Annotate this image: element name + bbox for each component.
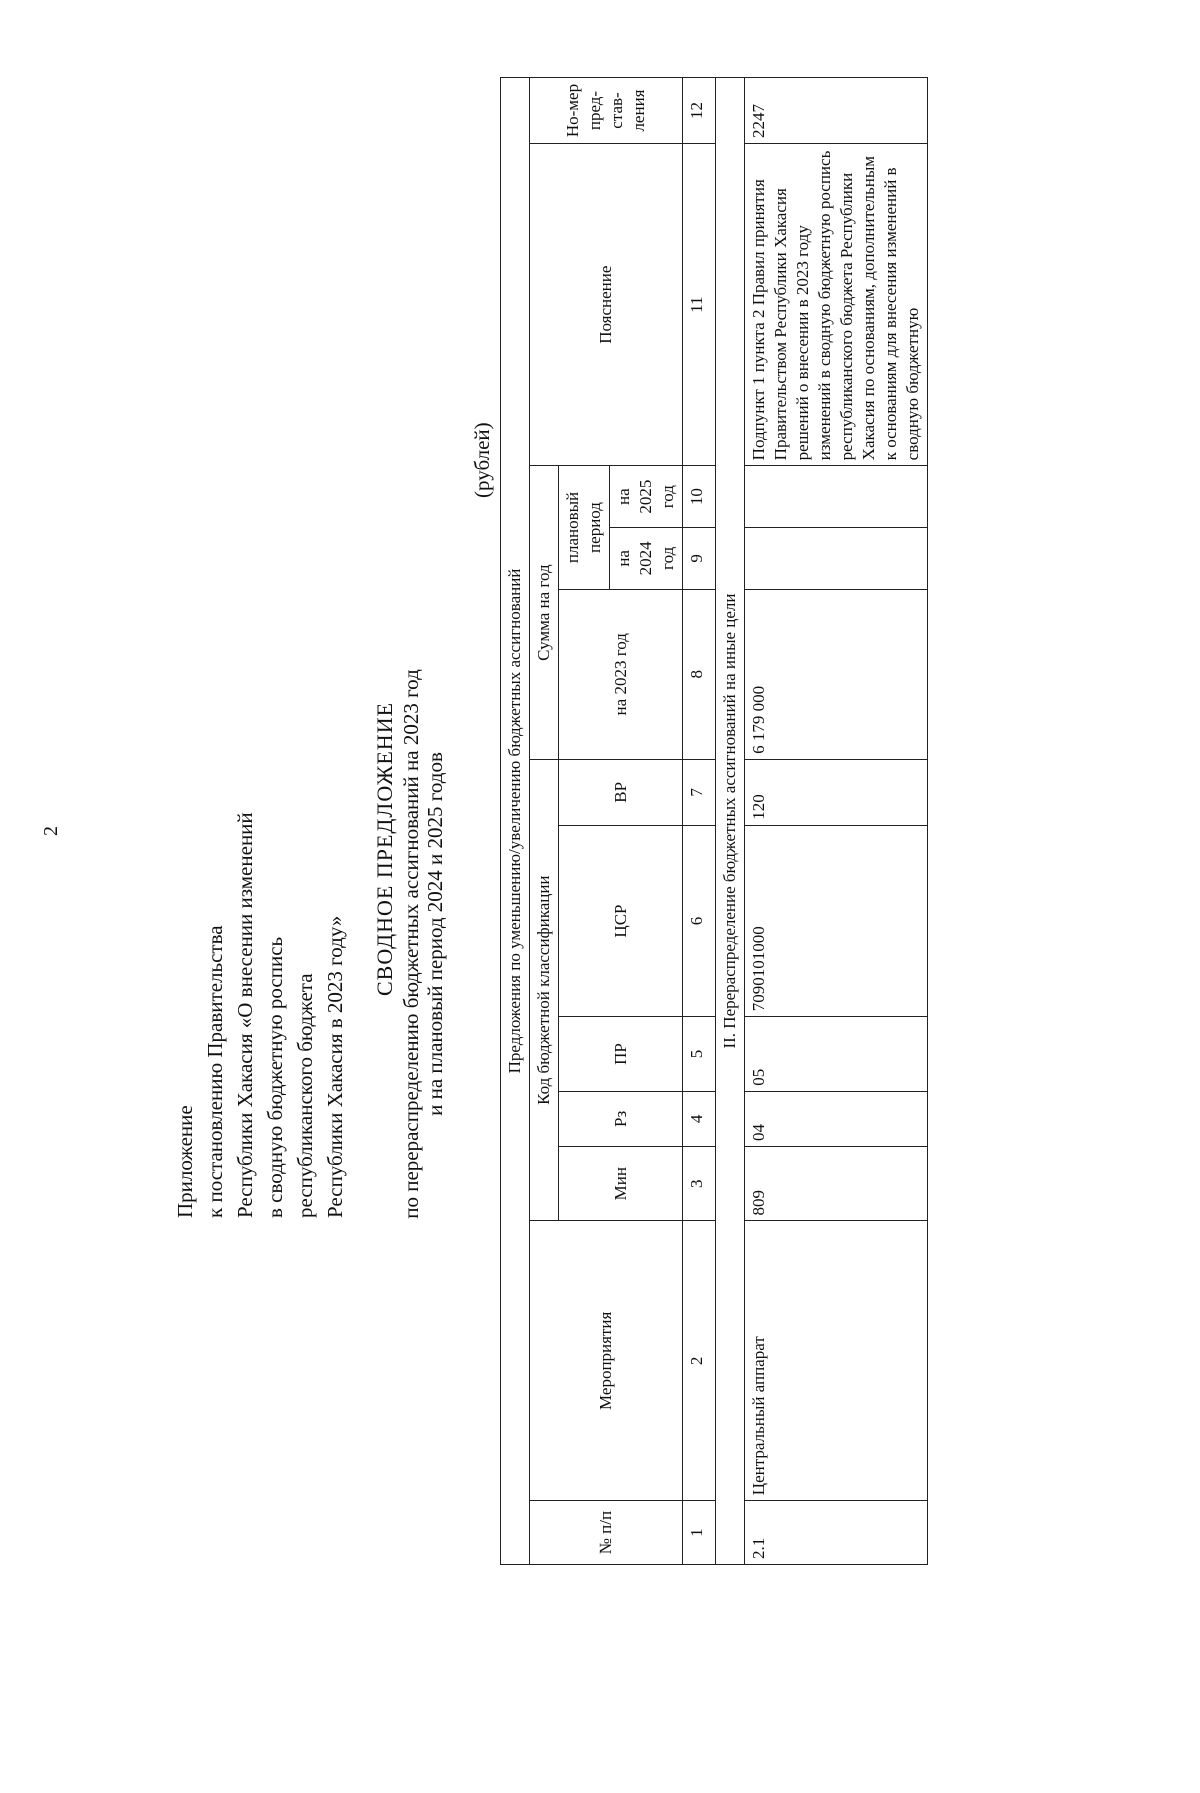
document-subtitle-1: по перераспределению бюджетных ассигнований на 2023 год bbox=[399, 669, 423, 1219]
column-number: 4 bbox=[683, 1091, 716, 1146]
proposal-table bbox=[500, 77, 928, 1565]
header-pr: ПР bbox=[559, 1017, 683, 1091]
column-number: 8 bbox=[683, 589, 716, 759]
table-top-header-row bbox=[501, 78, 530, 1565]
row-sum-2025 bbox=[745, 466, 928, 528]
column-number: 6 bbox=[683, 825, 716, 1016]
appendix-line: в сводную бюджетную роспись bbox=[263, 936, 287, 1218]
header-event: Мероприятия bbox=[530, 1221, 683, 1501]
header-plan: плановый период bbox=[559, 466, 610, 589]
appendix-line: Республики Хакасия «О внесении изменений bbox=[233, 812, 257, 1218]
row-sum-2023: 6 179 000 bbox=[745, 589, 928, 759]
header-sum-group: Сумма на год bbox=[530, 466, 559, 760]
column-number: 9 bbox=[683, 528, 716, 590]
appendix-line: республиканского бюджета bbox=[293, 973, 317, 1218]
page-number: 2 bbox=[40, 826, 62, 836]
row-event: Центральный аппарат bbox=[745, 1221, 928, 1501]
column-number: 10 bbox=[683, 466, 716, 528]
units-label: (рублей) bbox=[470, 422, 494, 498]
column-number: 5 bbox=[683, 1017, 716, 1091]
row-num: 2.1 bbox=[745, 1501, 928, 1565]
appendix-line: Приложение bbox=[173, 1105, 197, 1218]
header-explain: Пояснение bbox=[530, 144, 683, 466]
column-number: 3 bbox=[683, 1147, 716, 1221]
header-code-group: Код бюджетной классификации bbox=[530, 759, 559, 1221]
row-csr: 7090101000 bbox=[745, 825, 928, 1016]
appendix-line: к постановлению Правительства bbox=[203, 925, 227, 1218]
header-2025: на 2025 год bbox=[610, 466, 683, 528]
document-subtitle-2: и на плановый период 2024 и 2025 годов bbox=[423, 752, 447, 1116]
header-repnum: Но-мер пред-став-ления bbox=[530, 78, 683, 144]
document-title: СВОДНОЕ ПРЕДЛОЖЕНИЕ bbox=[372, 701, 397, 997]
row-repnum: 2247 bbox=[745, 78, 928, 144]
column-number: 7 bbox=[683, 759, 716, 825]
column-number: 11 bbox=[683, 144, 716, 466]
section-title: II. Перераспределение бюджетных ассигнований на иные цели bbox=[716, 78, 745, 1565]
header-vr: ВР bbox=[559, 759, 683, 825]
row-explain: Подпункт 1 пункта 2 Правил принятия Правительством Республики Хакасия решений о внесении в 2023 году изменений в сводную бюджетную роспись республиканского бюджета Республики Хакасия по основаниям, дополнительным к основаниям для внесения изменений в сводную бюджетную bbox=[745, 144, 928, 466]
section-row bbox=[716, 78, 745, 1565]
table-header-row bbox=[530, 78, 559, 1565]
header-2023: на 2023 год bbox=[559, 589, 683, 759]
column-number: 2 bbox=[683, 1221, 716, 1501]
column-number-row bbox=[683, 78, 716, 1565]
top-header-cell: Предложения по уменьшению/увеличению бюджетных ассигнований bbox=[501, 78, 530, 1565]
row-rz: 04 bbox=[745, 1091, 928, 1146]
row-vr: 120 bbox=[745, 759, 928, 825]
appendix-block bbox=[170, 812, 350, 1218]
column-number: 1 bbox=[683, 1501, 716, 1565]
row-pr: 05 bbox=[745, 1017, 928, 1091]
table-row bbox=[745, 78, 928, 1565]
header-csr: ЦСР bbox=[559, 825, 683, 1016]
header-rz: Рз bbox=[559, 1091, 683, 1146]
row-sum-2024 bbox=[745, 528, 928, 590]
appendix-line: Республики Хакасия в 2023 году» bbox=[323, 915, 347, 1218]
header-min: Мин bbox=[559, 1147, 683, 1221]
header-num: № п/п bbox=[530, 1501, 683, 1565]
row-min: 809 bbox=[745, 1147, 928, 1221]
header-2024: на 2024 год bbox=[610, 528, 683, 590]
column-number: 12 bbox=[683, 78, 716, 144]
